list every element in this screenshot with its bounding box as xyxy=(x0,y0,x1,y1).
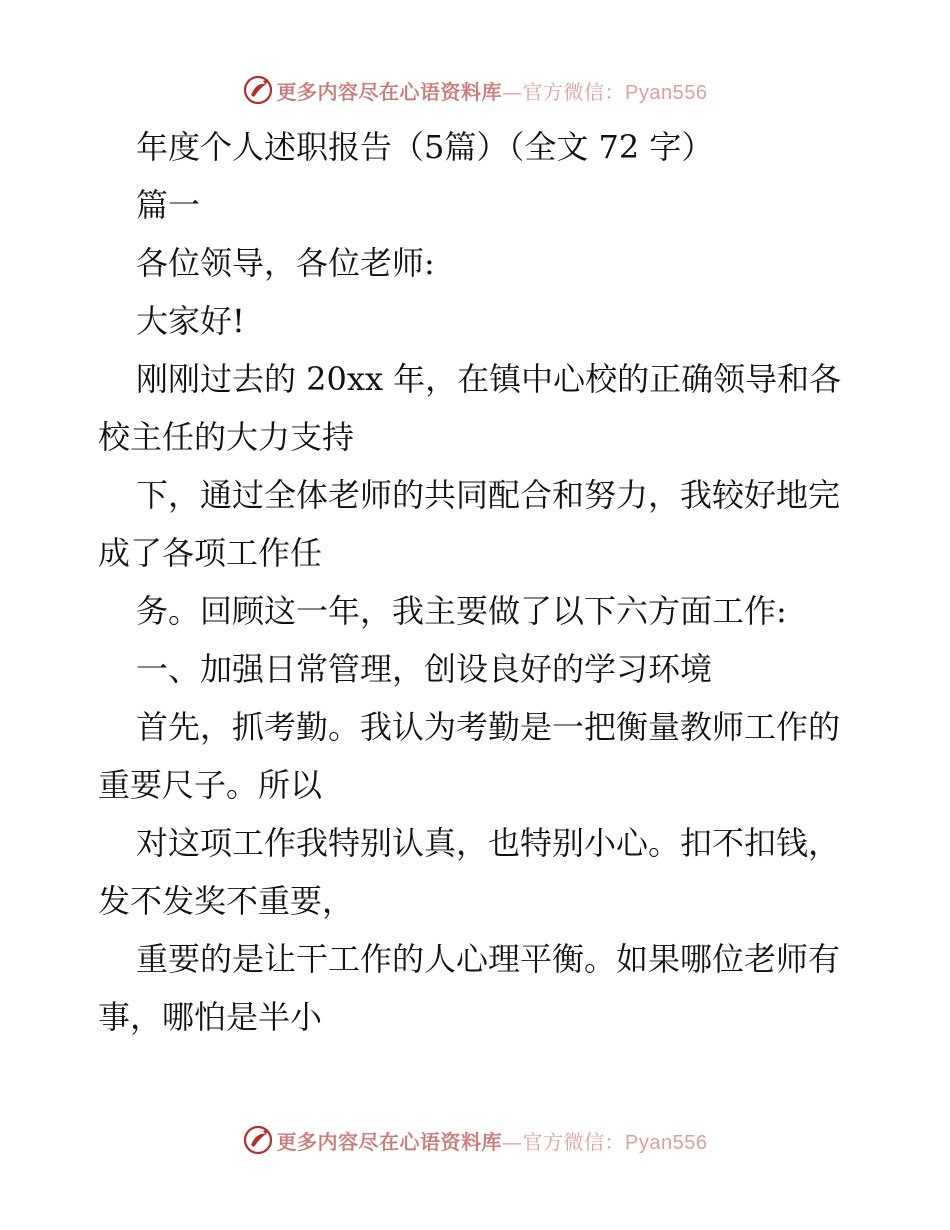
subsection-heading: 一、加强日常管理，创设良好的学习环境 xyxy=(136,650,713,688)
body-paragraph: 首先，抓考勤。我认为考勤是一把衡量教师工作的重要尺子。所以 xyxy=(98,708,841,804)
header-wechat-id: Pyan556 xyxy=(625,81,708,104)
body-paragraph: 务。回顾这一年，我主要做了以下六方面工作: xyxy=(136,592,787,630)
footer-dash: — xyxy=(502,1129,523,1154)
greeting: 大家好! xyxy=(136,302,245,340)
logo-icon xyxy=(243,1125,273,1155)
body-paragraph: 刚刚过去的 20xx 年，在镇中心校的正确领导和各校主任的大力支持 xyxy=(98,360,842,456)
header-banner-text xyxy=(277,76,708,105)
logo-icon xyxy=(243,75,273,105)
footer-label: 官方微信： xyxy=(522,1129,626,1154)
body-paragraph: 对这项工作我特别认真，也特别小心。扣不扣钱，发不发奖不重要， xyxy=(98,824,841,920)
footer-banner-text xyxy=(277,1126,708,1155)
header-label: 官方微信： xyxy=(522,79,626,104)
header-dash: — xyxy=(502,79,523,104)
body-paragraph: 下，通过全体老师的共同配合和努力，我较好地完成了各项工作任 xyxy=(98,476,841,572)
header-lead: 更多内容尽在心语资料库 xyxy=(276,79,503,104)
section-heading: 篇一 xyxy=(136,186,201,224)
body-paragraph: 重要的是让干工作的人心理平衡。如果哪位老师有事，哪怕是半小 xyxy=(98,940,841,1036)
document-body xyxy=(98,118,858,1046)
footer-wechat-id: Pyan556 xyxy=(625,1131,708,1154)
salutation: 各位领导，各位老师: xyxy=(136,244,435,282)
header-banner xyxy=(0,70,950,110)
footer-banner xyxy=(0,1120,950,1160)
document-title: 年度个人述职报告（5篇）（全文 72 字） xyxy=(136,128,714,166)
footer-lead: 更多内容尽在心语资料库 xyxy=(276,1129,503,1154)
